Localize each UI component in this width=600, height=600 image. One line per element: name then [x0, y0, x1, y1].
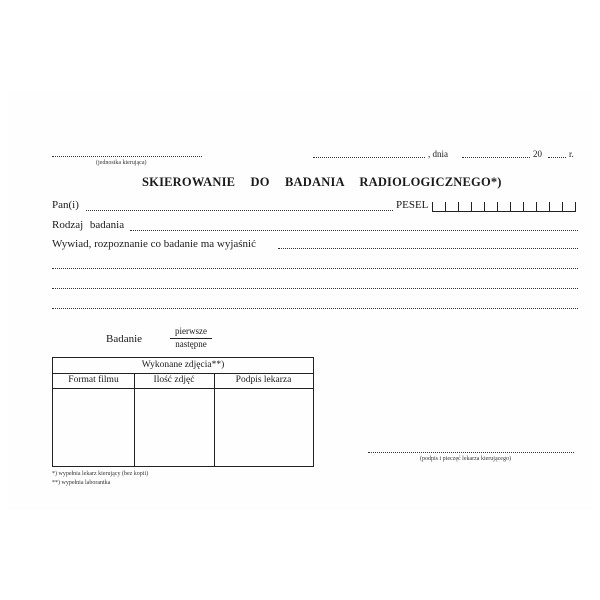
pesel-digit-box[interactable] [497, 202, 511, 212]
year-prefix: 20 [533, 149, 542, 159]
pesel-digit-box[interactable] [523, 202, 537, 212]
images-table [52, 357, 314, 467]
exam-first-option[interactable]: pierwsze [175, 326, 207, 336]
pesel-digit-box[interactable] [510, 202, 524, 212]
pesel-digit-box[interactable] [432, 202, 446, 212]
place-line[interactable] [313, 157, 425, 158]
year-line[interactable] [548, 157, 566, 158]
year-suffix: r. [569, 149, 574, 159]
table-divider-top [53, 373, 313, 374]
footnote-1: *) wypełnia lekarz kierujący (bez kopii) [52, 471, 149, 477]
history-line-2[interactable] [52, 268, 578, 269]
col-header-doctor-signature: Podpis lekarza [235, 375, 292, 385]
col-header-image-count: Ilość zdjęć [153, 375, 195, 385]
signature-line[interactable] [368, 452, 574, 453]
footnote-2: **) wypełnia laborantka [52, 480, 111, 486]
referring-unit-line[interactable] [52, 156, 202, 157]
pesel-digit-box[interactable] [484, 202, 498, 212]
pesel-digit-box[interactable] [471, 202, 485, 212]
date-line[interactable] [462, 157, 530, 158]
date-label: , dnia [428, 149, 448, 159]
exam-type-label: Rodzaj badania [52, 219, 125, 231]
history-line-1[interactable] [278, 248, 578, 249]
referring-unit-caption: (jednostka kierująca) [96, 160, 147, 166]
history-label: Wywiad, rozpoznanie co badanie ma wyjaśnić [52, 238, 256, 250]
pesel-digit-box[interactable] [445, 202, 459, 212]
signature-caption: (podpis i pieczęć lekarza kierującego) [420, 456, 511, 462]
exam-next-option[interactable]: następne [175, 339, 207, 349]
history-line-3[interactable] [52, 288, 578, 289]
form-title: SKIEROWANIE DO BADANIA RADIOLOGICZNEGO*) [142, 175, 502, 189]
history-line-4[interactable] [52, 308, 578, 309]
doctor-signature-cell[interactable] [215, 389, 312, 466]
exam-label: Badanie [106, 333, 143, 345]
patient-name-line[interactable] [86, 210, 393, 211]
pesel-digit-box[interactable] [562, 202, 576, 212]
pesel-digit-box[interactable] [536, 202, 550, 212]
film-format-cell[interactable] [54, 389, 133, 466]
pesel-label: PESEL [396, 199, 429, 211]
pesel-digit-box[interactable] [549, 202, 563, 212]
exam-type-line[interactable] [130, 230, 578, 231]
image-count-cell[interactable] [135, 389, 213, 466]
images-table-caption: Wykonane zdjęcia**) [141, 360, 225, 370]
col-header-film-format: Format filmu [68, 375, 119, 385]
pesel-digit-box[interactable] [458, 202, 472, 212]
patient-label: Pan(i) [52, 199, 79, 211]
